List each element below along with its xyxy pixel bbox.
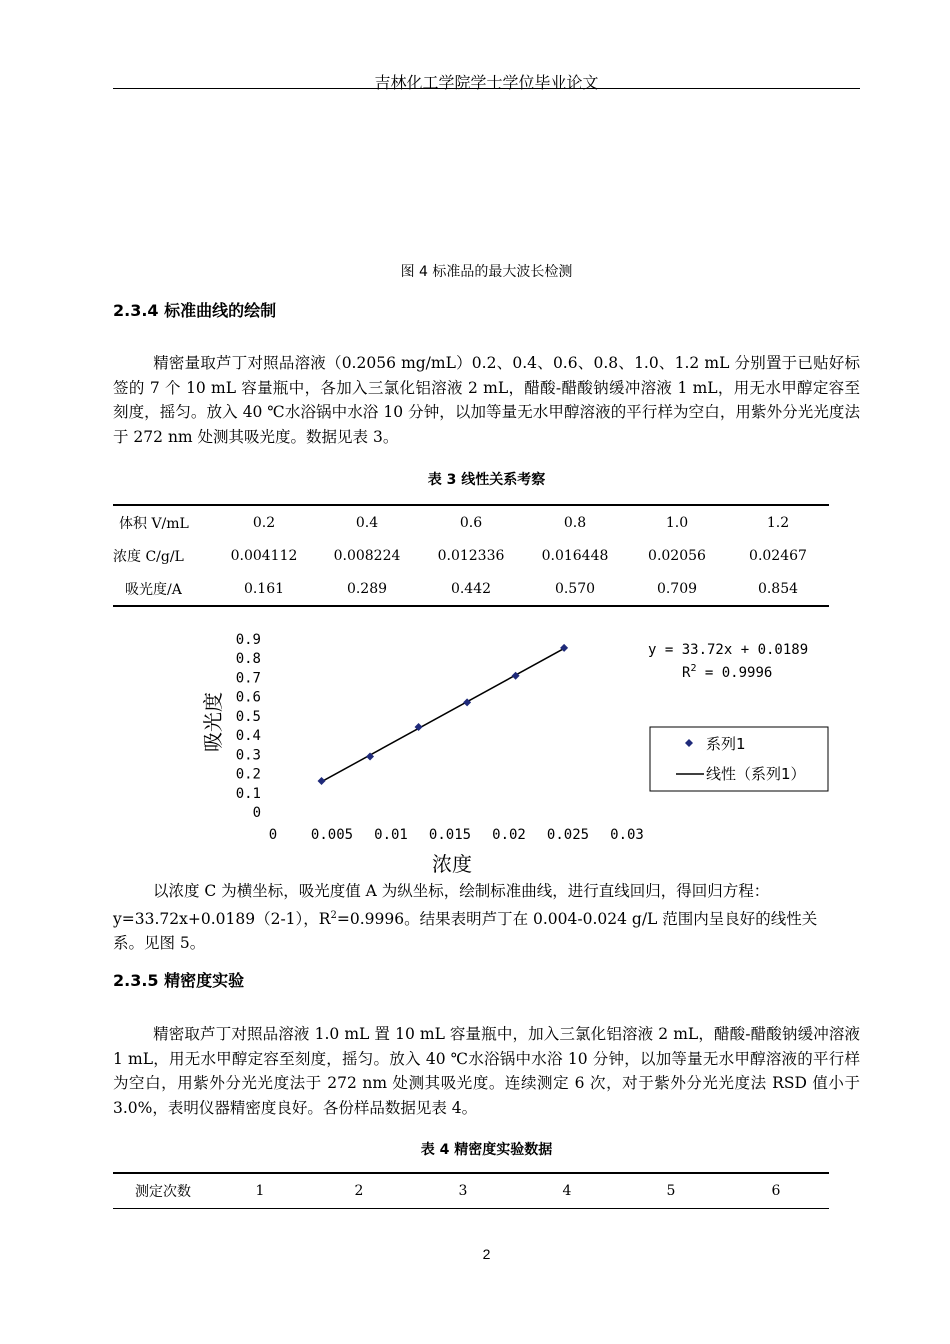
standard-curve-chart — [190, 624, 850, 880]
regression-line2-a: y=33.72x+0.0189（2-1），R — [113, 909, 331, 928]
table3-cell: 0.2 — [252, 514, 276, 531]
regression-line2 — [113, 904, 860, 932]
y-tick-label: 0.5 — [235, 708, 261, 725]
table3-cell: 1.2 — [766, 514, 790, 531]
table3-row-concentration — [113, 539, 829, 572]
section-234-paragraph — [113, 351, 860, 449]
table3-row-label: 体积 V/mL — [119, 515, 189, 532]
legend-trend-label: 线性（系列1） — [706, 765, 806, 783]
table3-cell: 0.6 — [459, 514, 483, 531]
regression-line1-text: 以浓度 C 为横坐标，吸光度值 A 为纵坐标，绘制标准曲线，进行直线回归，得回归方程： — [153, 882, 770, 900]
y-axis-label: 吸光度 — [201, 692, 225, 752]
y-tick-label: 0.4 — [235, 728, 261, 745]
r-squared-label: $R^2 = 0.9996$ — [682, 663, 773, 681]
x-axis-ticks — [269, 827, 644, 843]
x-tick-label: 0 — [268, 827, 278, 843]
table4-cell: 2 — [354, 1183, 364, 1199]
table3-cell: 0.161 — [243, 580, 285, 597]
table3-cell: 0.02467 — [749, 547, 807, 564]
section-234-paragraph-text: 精密量取芦丁对照品溶液（0.2056 mg/mL）0.2、0.4、0.6、0.8、1.0、1.2 mL 分别置于已贴好标签的 7 个 10 mL 容量瓶中，各加入三氯化铝溶液 2 mL，醋酸-醋酸钠缓冲溶液 1 mL，用无水甲醇定容至刻度，摇匀。放入 40 ℃水浴锅中水浴 10 分钟，以加等量无水甲醇溶液的平行样为空白，用紫外分光光度法于 272 nm 处测其吸光度。数据见表 3。 — [113, 354, 860, 446]
y-tick-label: 0.1 — [235, 785, 261, 802]
y-tick-label: 0.8 — [235, 651, 261, 668]
regression-line3: 系。见图 5。 — [113, 934, 206, 953]
legend-series-label: 系列1 — [706, 735, 746, 753]
table3-row-absorbance — [113, 572, 829, 606]
table4-cell: 4 — [562, 1183, 572, 1199]
regression-line1 — [113, 879, 860, 904]
table3-cell: 0.854 — [757, 580, 799, 597]
regression-line2-b: =0.9996。结果表明芦丁在 0.004-0.024 g/L 范围内呈良好的线性关 — [336, 909, 818, 928]
table4 — [113, 1172, 829, 1209]
regression-paragraph — [113, 879, 860, 956]
x-tick-label: 0.025 — [546, 827, 590, 843]
y-tick-label: 0.2 — [235, 766, 261, 783]
table3-row-label: 吸光度/A — [125, 581, 182, 598]
table3-row-volume — [113, 505, 829, 539]
data-point — [318, 777, 326, 785]
table3-caption: 表 3 线性关系考察 — [427, 472, 546, 488]
table4-row — [113, 1173, 829, 1209]
section-heading-2-3-5: 2.3.5 精密度实验 — [113, 971, 245, 990]
table3-cell: 0.02056 — [648, 547, 706, 564]
table3-cell: 0.012336 — [437, 547, 505, 564]
table3-cell: 0.8 — [563, 514, 587, 531]
page-header-title: 吉林化工学院学士学位毕业论文 — [374, 73, 599, 92]
table4-cell: 5 — [666, 1183, 676, 1199]
table3-cell: 0.4 — [355, 514, 379, 531]
regression-equation: y = 33.72x + 0.0189 — [648, 642, 809, 658]
table3-cell: 0.016448 — [541, 547, 609, 564]
section-heading-2-3-4: 2.3.4 标准曲线的绘制 — [113, 301, 277, 320]
x-axis-label: 浓度 — [432, 852, 472, 876]
table4-row-label: 测定次数 — [135, 1184, 191, 1200]
trendline — [322, 648, 565, 781]
table3-cell: 0.004112 — [230, 547, 298, 564]
table3-cell: 1.0 — [665, 514, 689, 531]
table3 — [113, 504, 829, 607]
table3-cell: 0.289 — [346, 580, 388, 597]
x-tick-label: 0.02 — [492, 827, 526, 843]
section-235-paragraph — [113, 1022, 860, 1120]
x-tick-label: 0.015 — [428, 827, 472, 843]
table4-cell: 3 — [458, 1183, 468, 1199]
page-number: 2 — [482, 1246, 491, 1262]
x-tick-label: 0.03 — [610, 827, 644, 843]
y-tick-label: 0.3 — [235, 747, 261, 764]
table3-cell: 0.709 — [656, 580, 698, 597]
y-axis-ticks — [236, 632, 261, 821]
regression-line2-sup: 2 — [330, 909, 337, 921]
table4-caption: 表 4 精密度实验数据 — [420, 1142, 553, 1158]
table4-cell: 1 — [255, 1183, 265, 1199]
x-tick-label: 0.005 — [310, 827, 354, 843]
y-tick-label: 0 — [252, 805, 261, 821]
table3-cell: 0.442 — [450, 580, 492, 597]
figure4-caption: 图 4 标准品的最大波长检测 — [400, 264, 573, 280]
table3-cell: 0.570 — [554, 580, 596, 597]
y-tick-label: 0.6 — [235, 689, 261, 706]
section-235-paragraph-text: 精密取芦丁对照品溶液 1.0 mL 置 10 mL 容量瓶中，加入三氯化铝溶液 2 mL，醋酸-醋酸钠缓冲溶液 1 mL，用无水甲醇定容至刻度，摇匀。放入 40 ℃水浴锅中水浴 10 分钟，以加等量无水甲醇溶液的平行样为空白，用紫外分光光度法于 272 nm 处测其吸光度。连续测定 6 次，对于紫外分光光度法 RSD 值小于 3.0%，表明仪器精密度良好。各份样品数据见表 4。 — [113, 1025, 860, 1117]
header-rule — [113, 88, 860, 89]
y-tick-label: 0.9 — [235, 632, 261, 648]
table3-row-label: 浓度 C/g/L — [113, 548, 184, 565]
x-tick-label: 0.01 — [374, 827, 408, 843]
table4-cell: 6 — [771, 1183, 781, 1199]
table3-cell: 0.008224 — [333, 547, 401, 564]
y-tick-label: 0.7 — [235, 670, 261, 687]
